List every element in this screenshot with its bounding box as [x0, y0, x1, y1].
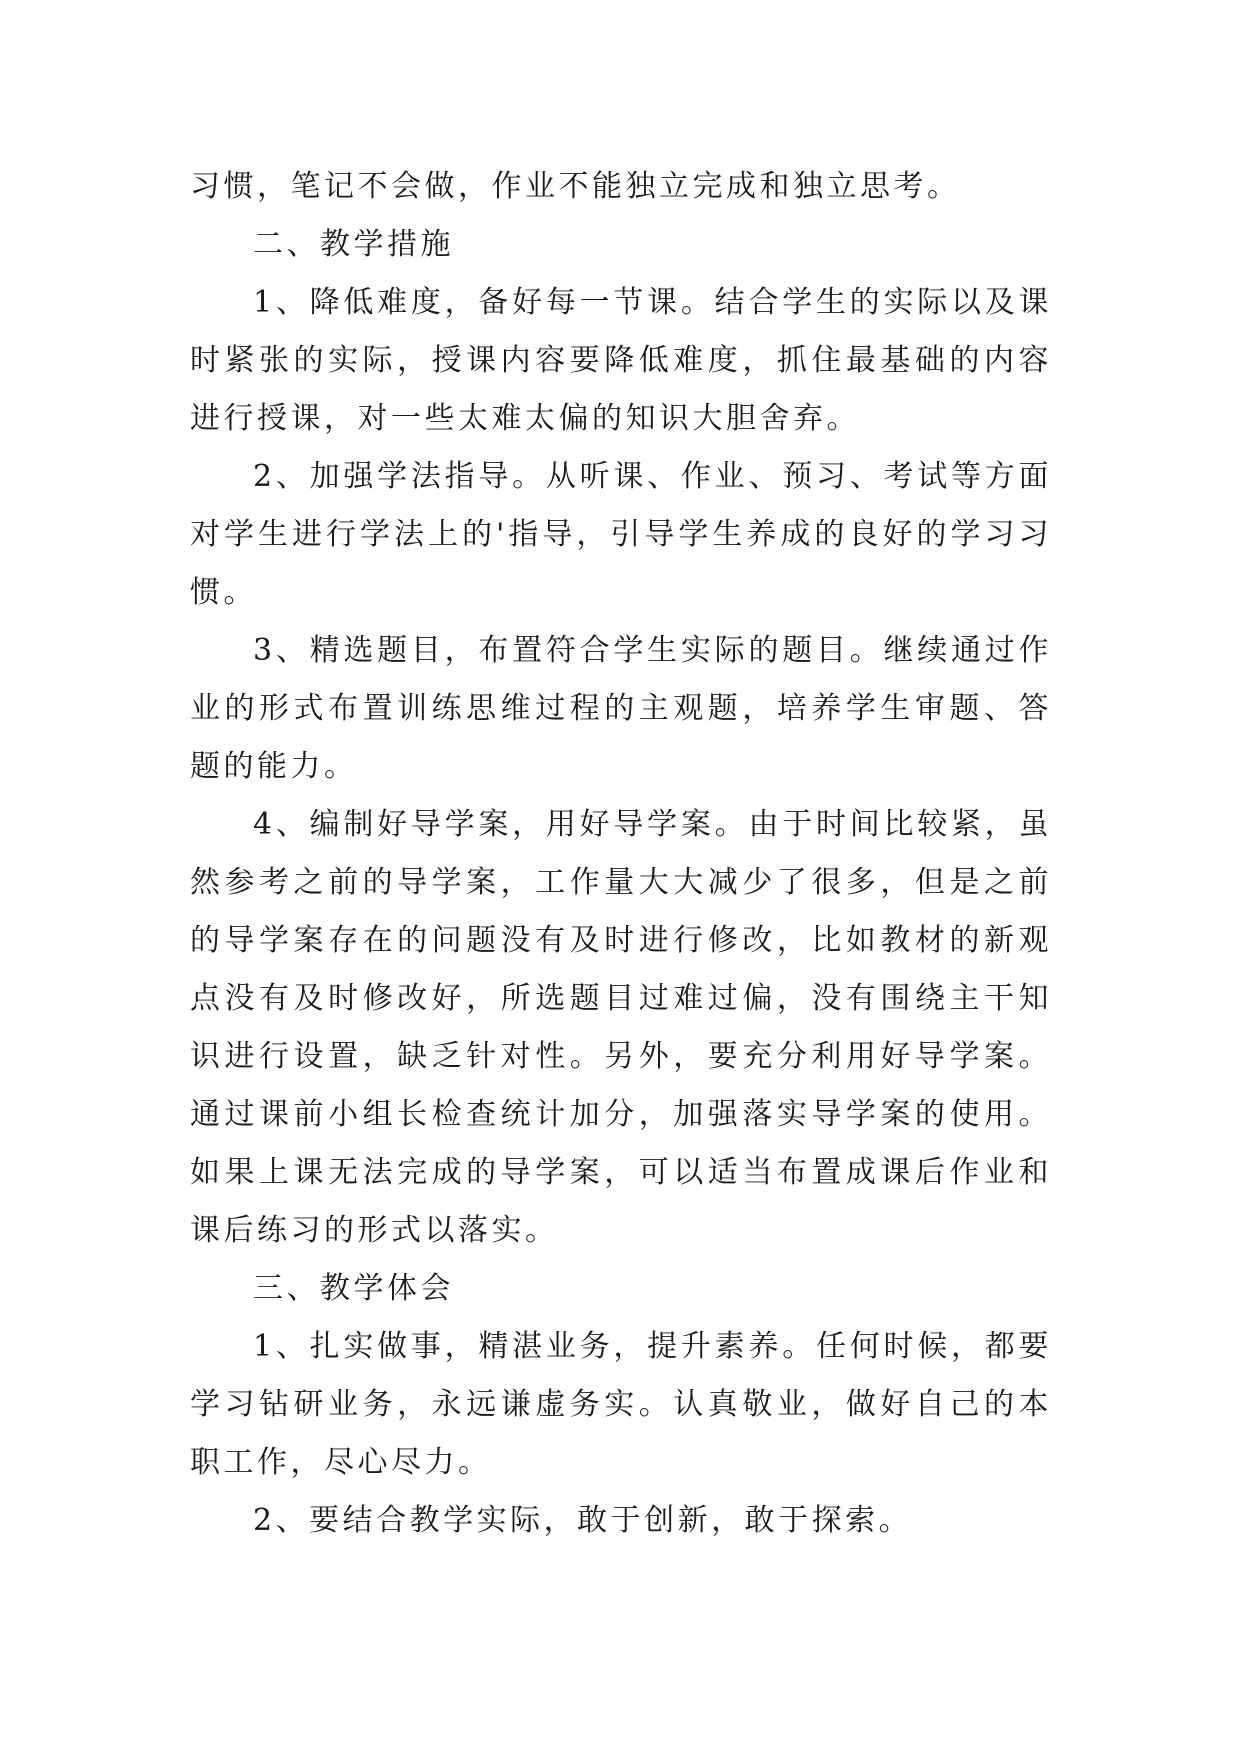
paragraph-measure-1: 1、降低难度，备好每一节课。结合学生的实际以及课时紧张的实际，授课内容要降低难度，抓住最基础的内容进行授课，对一些太难太偏的知识大胆舍弃。: [190, 285, 1052, 436]
paragraph-measure-2: 2、加强学法指导。从听课、作业、预习、考试等方面对学生进行学法上的'指导，引导学生养成的良好的学习习惯。: [190, 459, 1052, 610]
section-heading-teaching-reflections: 三、教学体会: [253, 1271, 454, 1306]
paragraph-reflection-1: 1、扎实做事，精湛业务，提升素养。任何时候，都要学习钻研业务，永远谦虚务实。认真敬业，做好自己的本职工作，尽心尽力。: [190, 1329, 1052, 1480]
document-body: [190, 158, 1052, 1550]
paragraph-continuation: 习惯，笔记不会做，作业不能独立完成和独立思考。: [190, 169, 961, 204]
paragraph-measure-4: 4、编制好导学案，用好导学案。由于时间比较紧，虽然参考之前的导学案，工作量大大减少了很多，但是之前的导学案存在的问题没有及时进行修改，比如教材的新观点没有及时修改好，所选题目过难过偏，没有围绕主干知识进行设置，缺乏针对性。另外，要充分利用好导学案。通过课前小组长检查统计加分，加强落实导学案的使用。如果上课无法完成的导学案，可以适当布置成课后作业和课后练习的形式以落实。: [190, 807, 1052, 1248]
paragraph-measure-3: 3、精选题目，布置符合学生实际的题目。继续通过作业的形式布置训练思维过程的主观题，培养学生审题、答题的能力。: [190, 633, 1052, 784]
paragraph-reflection-2: 2、要结合教学实际，敢于创新，敢于探索。: [253, 1503, 913, 1538]
section-heading-teaching-measures: 二、教学措施: [253, 227, 454, 262]
